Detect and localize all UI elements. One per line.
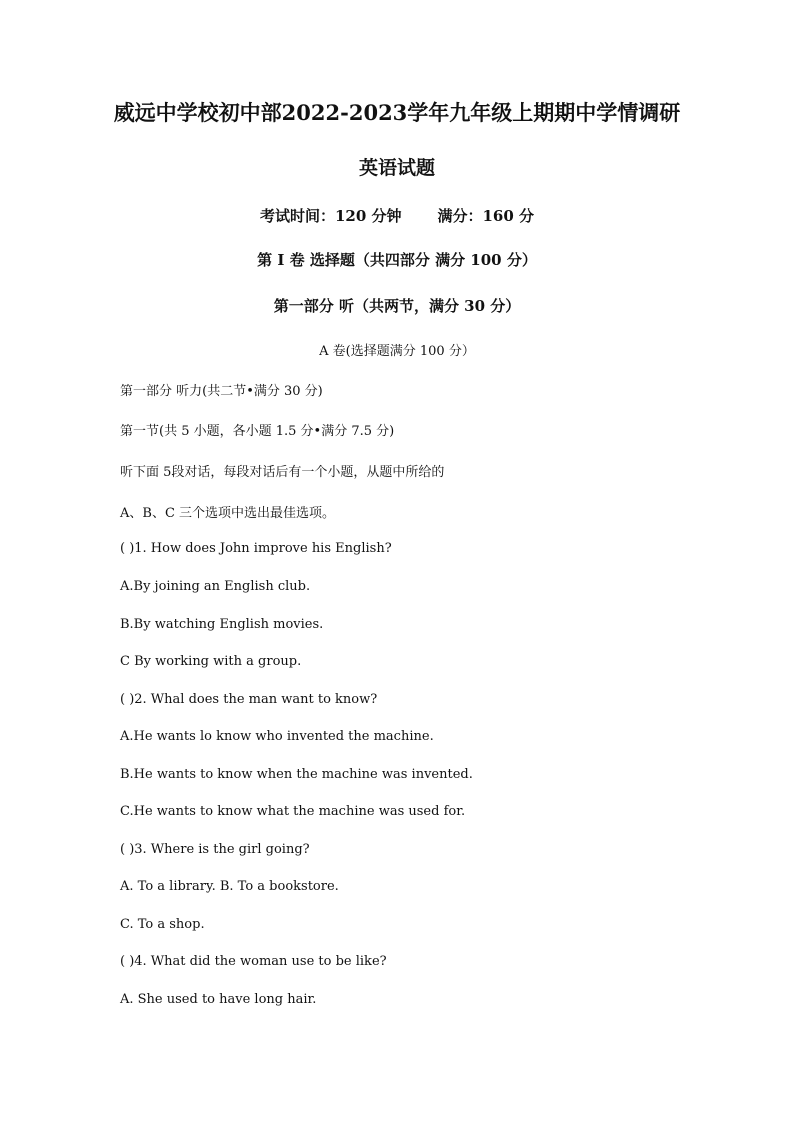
option-line: A.By joining an English club.	[120, 579, 311, 594]
exam-time: 考试时间：120 分钟	[259, 207, 402, 225]
question-line: ( )1. How does John improve his English?	[120, 541, 392, 556]
option-line: A. To a library. B. To a bookstore.	[120, 879, 339, 894]
page-subtitle: 英语试题	[358, 157, 435, 179]
option-line: A. She used to have long hair.	[120, 992, 317, 1007]
option-line: C.He wants to know what the machine was used for.	[120, 804, 466, 819]
question-line: ( )3. Where is the girl going?	[120, 842, 310, 857]
option-line: C By working with a group.	[120, 654, 302, 669]
page-title: 威远中学校初中部2022-2023学年九年级上期期中学情调研	[113, 100, 681, 125]
text-line: 听下面 5段对话，每段对话后有一个小题，从题中所给的	[120, 465, 445, 480]
text-line: A、B、C 三个选项中选出最佳选项。	[120, 506, 336, 521]
question-line: ( )4. What did the woman use to be like?	[120, 954, 387, 969]
text-line: 第一部分 听力(共二节•满分 30 分)	[120, 384, 323, 399]
option-line: B.He wants to know when the machine was invented.	[120, 767, 473, 782]
text-line: 第一节(共 5 小题，各小题 1.5 分•满分 7.5 分)	[120, 424, 395, 439]
option-line: C. To a shop.	[120, 917, 205, 932]
part-title: 第一部分 听（共两节，满分 30 分）	[273, 297, 521, 315]
volume-title: 第 I 卷 选择题（共四部分 满分 100 分）	[257, 251, 537, 269]
question-line: ( )2. Whal does the man want to know?	[120, 692, 378, 707]
option-line: B.By watching English movies.	[120, 617, 324, 632]
exam-info	[0, 205, 794, 226]
a-volume-title: A 卷(选择题满分 100 分）	[319, 344, 475, 359]
exam-score: 满分：160 分	[437, 207, 535, 225]
option-line: A.He wants lo know who invented the machine.	[120, 729, 434, 744]
